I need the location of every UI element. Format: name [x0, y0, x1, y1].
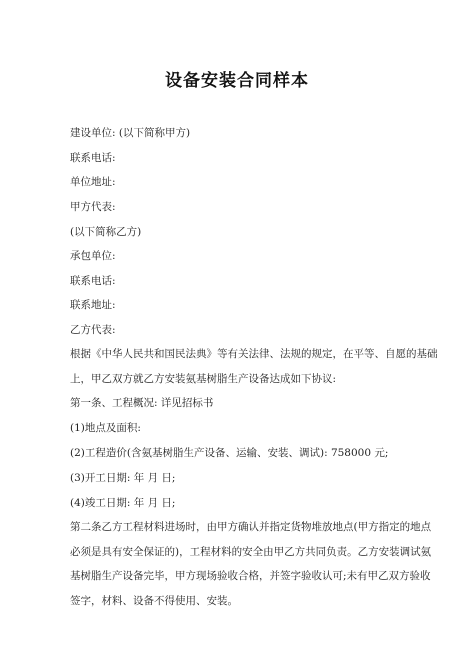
document-title: 设备安装合同样本 — [165, 71, 309, 91]
article-2-line: 第二条乙方工程材料进场时，由甲方确认并指定货物堆放地点(甲方指定的地点 — [70, 521, 432, 533]
article-1-location: (1)地点及面积: — [70, 422, 141, 434]
article-2-line: 基树脂生产设备完毕，甲方现场验收合格，并签字验收认可;未有甲乙双方验收 — [70, 570, 431, 582]
party-b-phone-line: 联系电话: — [70, 275, 116, 287]
party-b-representative-line: 乙方代表: — [70, 324, 116, 336]
article-1-end-date: (4)竣工日期: 年 月 日; — [70, 497, 176, 509]
intro-line: 上，甲乙双方就乙方安装氨基树脂生产设备达成如下协议: — [70, 372, 337, 385]
party-b-alias-line: (以下简称乙方) — [70, 226, 142, 238]
article-1-heading: 第一条、工程概况: 详见招标书 — [70, 397, 214, 409]
party-a-address-line: 单位地址: — [70, 176, 116, 188]
article-2-line: 签字，材料、设备不得使用、安装。 — [70, 594, 238, 607]
party-a-unit-line: 建设单位: (以下简称甲方) — [70, 127, 191, 139]
party-b-address-line: 联系地址: — [70, 299, 116, 311]
party-b-unit-line: 承包单位: — [70, 250, 116, 262]
intro-line: 根据《中华人民共和国民法典》等有关法律、法规的规定，在平等、自愿的基础 — [70, 348, 438, 360]
party-a-phone-line: 联系电话: — [70, 152, 116, 164]
article-1-cost: (2)工程造价(含氨基树脂生产设备、运输、安装、调试): 758000 元; — [70, 447, 389, 459]
article-1-start-date: (3)开工日期: 年 月 日; — [70, 472, 176, 484]
article-2-paragraph — [70, 515, 432, 613]
article-2-line: 必须是具有安全保证的)，工程材料的安全由甲乙方共同负责。乙方安装调试氨 — [70, 545, 432, 558]
party-a-representative-line: 甲方代表: — [70, 201, 116, 213]
intro-paragraph — [70, 342, 438, 391]
